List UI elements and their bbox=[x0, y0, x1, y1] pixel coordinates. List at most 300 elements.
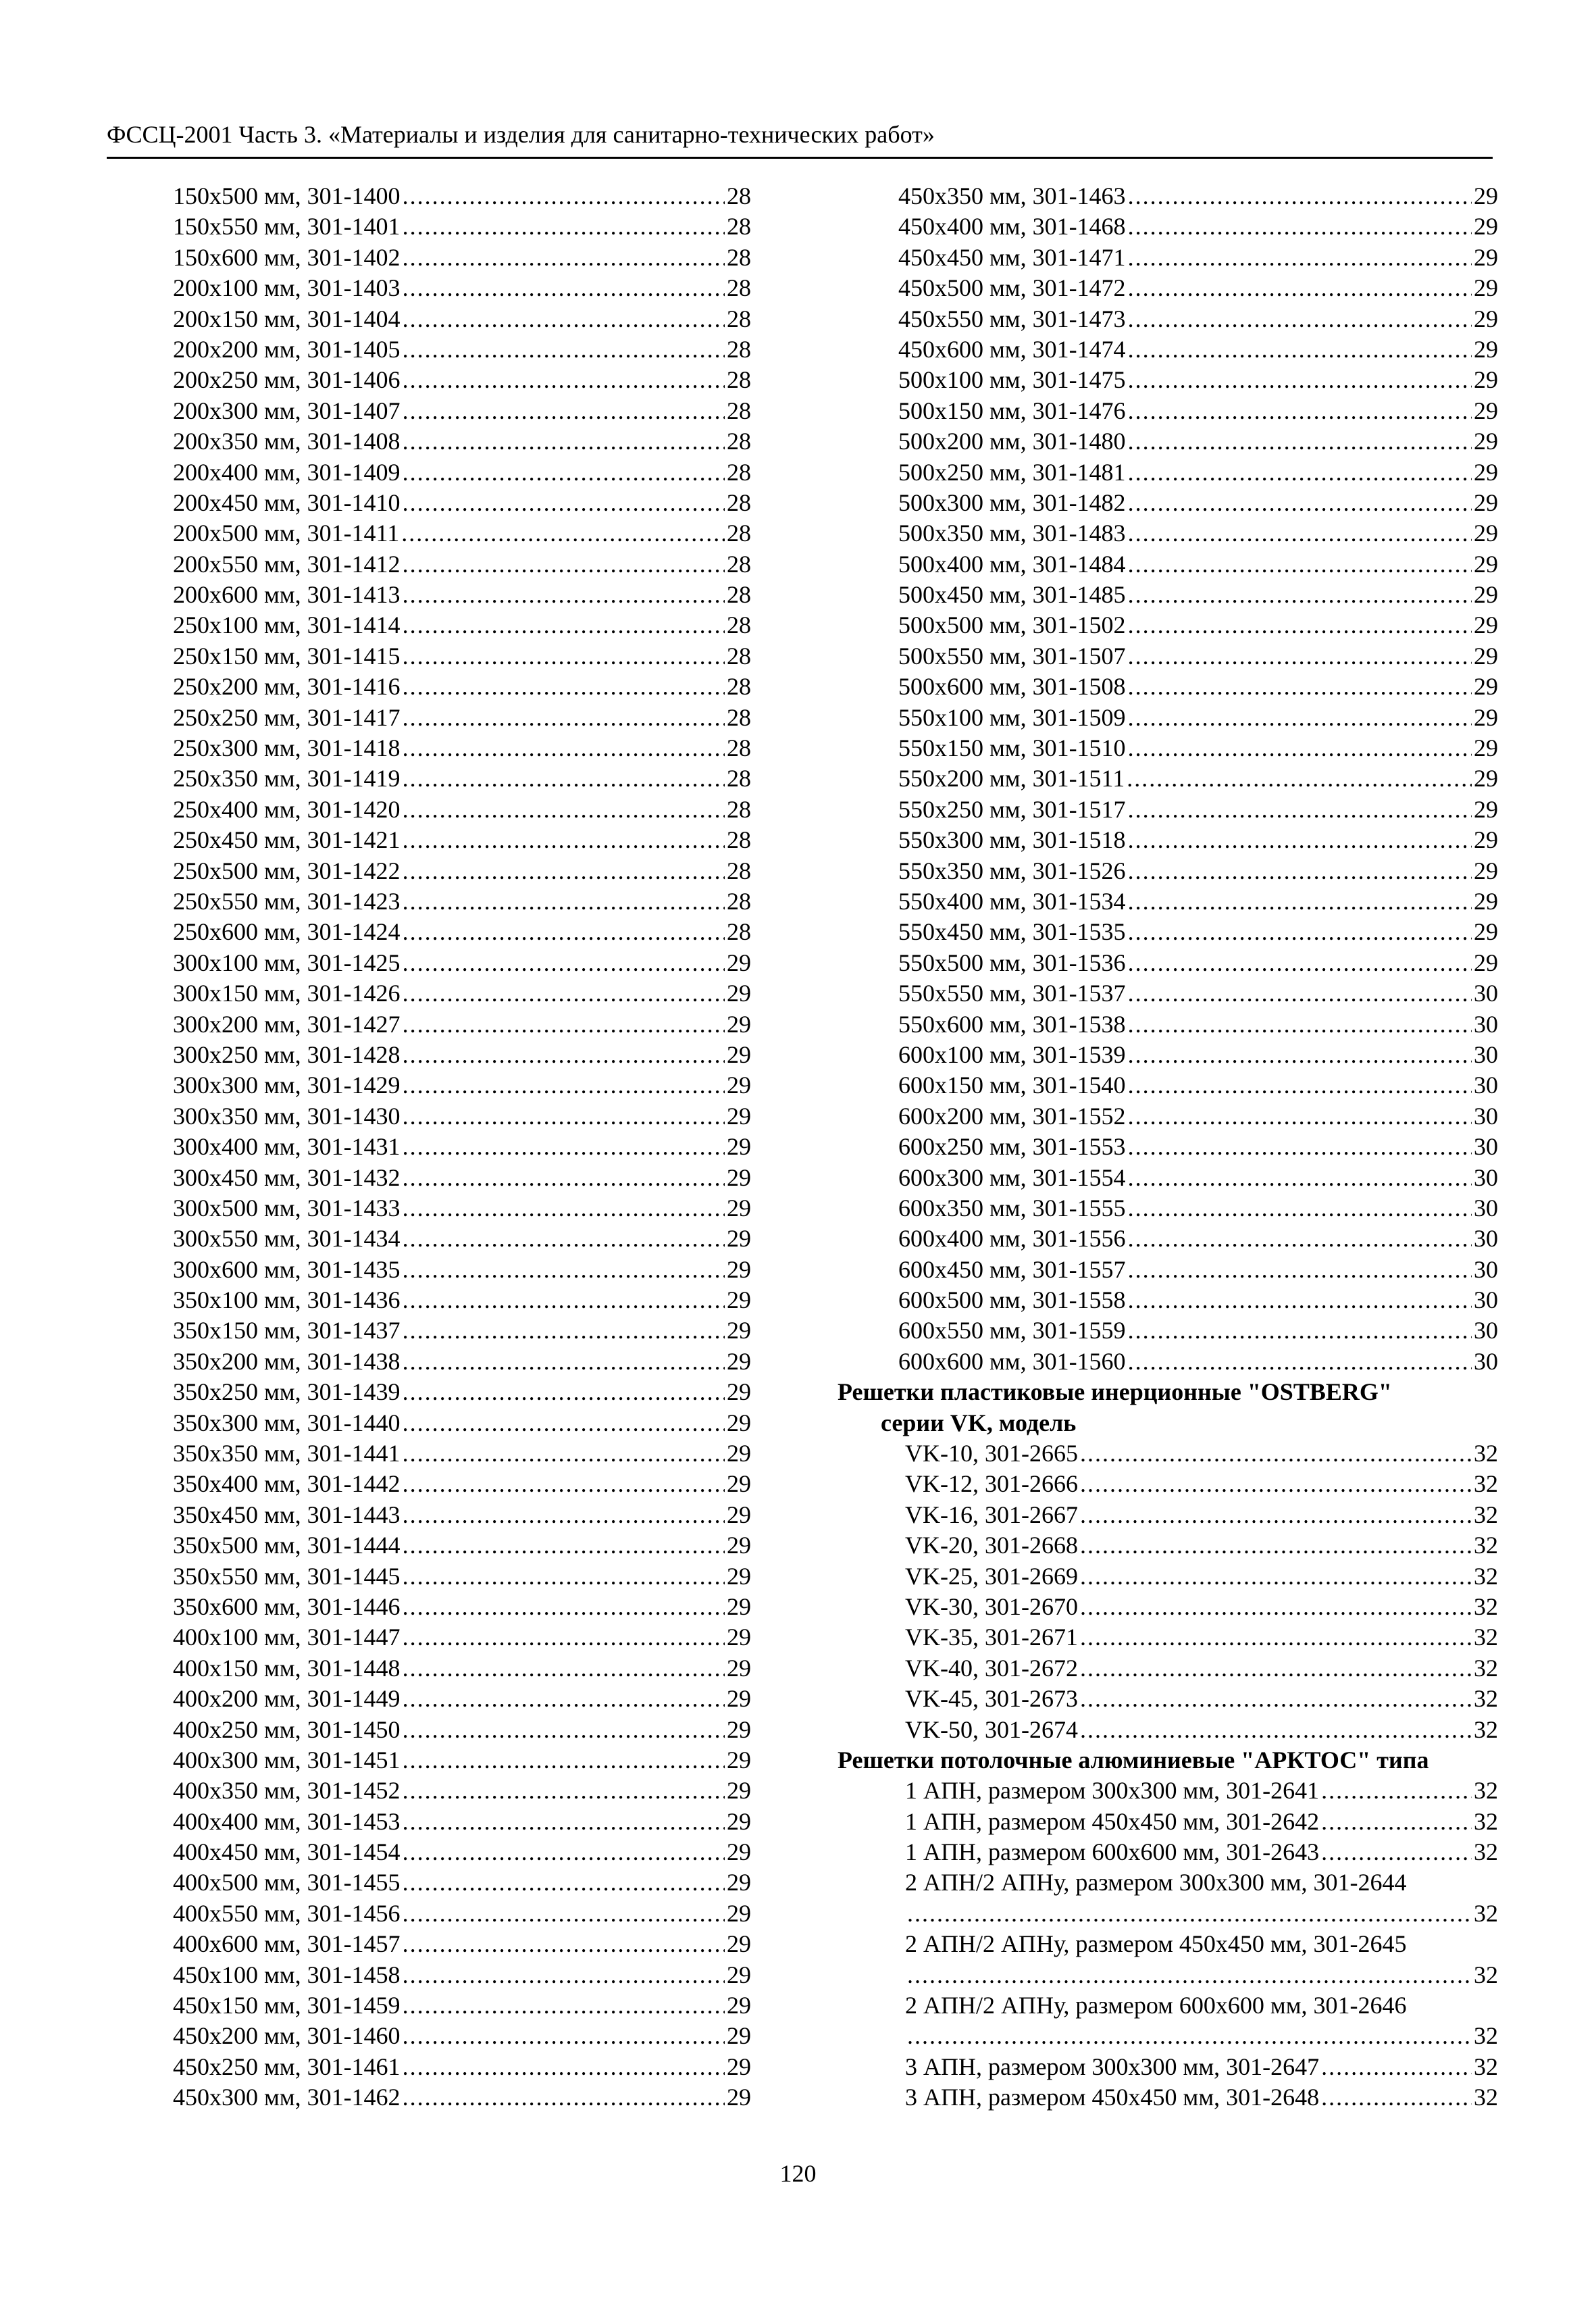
index-entry-label: 200x100 мм, 301-1403 bbox=[173, 274, 401, 302]
index-entry-page: 28 bbox=[727, 335, 751, 363]
dot-leader bbox=[1128, 518, 1472, 549]
index-entry bbox=[838, 641, 1498, 672]
index-entry bbox=[838, 1285, 1498, 1315]
dot-leader bbox=[1128, 243, 1472, 273]
dot-leader bbox=[403, 1653, 725, 1684]
dot-leader bbox=[403, 304, 725, 334]
dot-leader bbox=[401, 518, 725, 549]
index-entry bbox=[173, 488, 751, 518]
index-entry bbox=[173, 917, 751, 947]
dot-leader bbox=[403, 1224, 725, 1254]
index-entry-page: 32 bbox=[1474, 1807, 1498, 1835]
index-entry-label: VK-40, 301-2672 bbox=[905, 1654, 1078, 1682]
index-entry-page: 29 bbox=[1474, 520, 1498, 547]
index-entry bbox=[838, 978, 1498, 1009]
dot-leader bbox=[403, 1622, 725, 1653]
index-entry bbox=[838, 1776, 1498, 1806]
index-entry-page: 29 bbox=[727, 1592, 751, 1620]
index-entry bbox=[173, 1776, 751, 1806]
index-entry bbox=[173, 1684, 751, 1714]
index-entry-label: 600x500 мм, 301-1558 bbox=[898, 1286, 1126, 1314]
index-entry-page: 29 bbox=[1474, 581, 1498, 609]
index-entry-page: 29 bbox=[727, 1102, 751, 1130]
index-entry-page: 29 bbox=[727, 1255, 751, 1283]
index-entry-label: 400x600 мм, 301-1457 bbox=[173, 1930, 401, 1958]
dot-leader bbox=[1128, 886, 1472, 917]
index-entry-label: 600x200 мм, 301-1552 bbox=[898, 1102, 1126, 1130]
index-entry-page: 30 bbox=[1474, 1347, 1498, 1375]
header-rule bbox=[107, 157, 1493, 159]
index-entry-label: VK-20, 301-2668 bbox=[905, 1532, 1078, 1559]
dot-leader bbox=[1128, 1347, 1472, 1377]
index-entry bbox=[173, 763, 751, 794]
index-entry bbox=[838, 795, 1498, 825]
index-entry-page: 28 bbox=[727, 520, 751, 547]
index-entry-label: 250x500 мм, 301-1422 bbox=[173, 857, 401, 884]
dot-leader bbox=[403, 1132, 725, 1162]
index-entry-label: 550x200 мм, 301-1511 bbox=[898, 765, 1125, 793]
index-entry-label: 400x550 мм, 301-1456 bbox=[173, 1899, 401, 1927]
index-entry-continuation bbox=[838, 1898, 1498, 1929]
dot-leader bbox=[403, 243, 725, 273]
index-entry-page: 29 bbox=[1474, 243, 1498, 271]
index-entry bbox=[173, 457, 751, 488]
dot-leader bbox=[907, 2021, 1472, 2051]
dot-leader bbox=[403, 1101, 725, 1132]
index-entry-page: 30 bbox=[1474, 1102, 1498, 1130]
index-entry-label: 3 АПН, размером 300x300 мм, 301-2647 bbox=[905, 2053, 1320, 2080]
index-entry-label: 550x450 мм, 301-1535 bbox=[898, 918, 1126, 946]
index-entry bbox=[838, 365, 1498, 395]
dot-leader bbox=[1080, 1530, 1472, 1561]
dot-leader bbox=[403, 1776, 725, 1806]
index-entry-page: 29 bbox=[1474, 949, 1498, 976]
dot-leader bbox=[1128, 181, 1472, 211]
dot-leader bbox=[1128, 1285, 1472, 1315]
index-entry bbox=[173, 1193, 751, 1224]
index-entry bbox=[838, 1009, 1498, 1040]
index-entry bbox=[173, 1867, 751, 1898]
index-entry bbox=[173, 211, 751, 242]
index-entry bbox=[838, 1530, 1498, 1561]
index-entry bbox=[173, 1224, 751, 1254]
index-entry bbox=[173, 181, 751, 211]
index-entry-page: 29 bbox=[727, 1133, 751, 1161]
index-entry-label: 400x200 мм, 301-1449 bbox=[173, 1685, 401, 1713]
index-entry-page: 30 bbox=[1474, 980, 1498, 1007]
dot-leader bbox=[403, 211, 725, 242]
index-entry-page: 29 bbox=[727, 2053, 751, 2080]
index-entry-page: 28 bbox=[727, 887, 751, 915]
index-entry-label: 300x550 мм, 301-1434 bbox=[173, 1225, 401, 1253]
index-entry bbox=[173, 672, 751, 702]
index-entry-label: 400x450 мм, 301-1454 bbox=[173, 1838, 401, 1866]
index-entry-page: 32 bbox=[1474, 1624, 1498, 1651]
dot-leader bbox=[403, 1990, 725, 2021]
index-entry bbox=[838, 304, 1498, 334]
index-entry bbox=[838, 426, 1498, 457]
index-entry-label: 200x200 мм, 301-1405 bbox=[173, 335, 401, 363]
index-entry bbox=[838, 1040, 1498, 1070]
dot-leader bbox=[403, 365, 725, 395]
index-entry bbox=[838, 211, 1498, 242]
dot-leader bbox=[1321, 2052, 1472, 2082]
dot-leader bbox=[403, 1163, 725, 1193]
index-entry bbox=[173, 1469, 751, 1499]
index-entry-page: 32 bbox=[1474, 1532, 1498, 1559]
index-entry bbox=[838, 580, 1498, 610]
dot-leader bbox=[403, 426, 725, 457]
index-entry-label: 450x400 мм, 301-1468 bbox=[898, 213, 1126, 241]
index-entry bbox=[173, 580, 751, 610]
index-entry-page: 32 bbox=[1474, 1440, 1498, 1467]
dot-leader bbox=[1128, 641, 1472, 672]
dot-leader bbox=[403, 1807, 725, 1837]
index-entry bbox=[173, 641, 751, 672]
index-entry-label: 300x200 мм, 301-1427 bbox=[173, 1010, 401, 1038]
index-entry-label: 500x400 мм, 301-1484 bbox=[898, 550, 1126, 578]
dot-leader bbox=[403, 1040, 725, 1070]
dot-leader bbox=[403, 948, 725, 978]
index-entry-label: 200x250 мм, 301-1406 bbox=[173, 366, 401, 394]
index-entry-page: 30 bbox=[1474, 1133, 1498, 1161]
dot-leader bbox=[403, 549, 725, 580]
index-entry-page: 32 bbox=[1474, 1899, 1498, 1927]
index-entry-label: 250x550 мм, 301-1423 bbox=[173, 887, 401, 915]
index-entry-page: 28 bbox=[727, 550, 751, 578]
index-entry-label: 350x200 мм, 301-1438 bbox=[173, 1347, 401, 1375]
dot-leader bbox=[403, 610, 725, 640]
index-entry-label: 450x600 мм, 301-1474 bbox=[898, 335, 1126, 363]
index-entry-label: 400x300 мм, 301-1451 bbox=[173, 1746, 401, 1774]
dot-leader bbox=[403, 1070, 725, 1101]
index-entry-label: 250x450 мм, 301-1421 bbox=[173, 826, 401, 854]
dot-leader bbox=[1080, 1438, 1472, 1469]
index-entry-page: 28 bbox=[727, 274, 751, 302]
index-entry bbox=[173, 2052, 751, 2082]
index-entry-label: VK-30, 301-2670 bbox=[905, 1592, 1078, 1620]
dot-leader bbox=[1080, 1715, 1472, 1745]
index-entry bbox=[838, 334, 1498, 365]
dot-leader bbox=[403, 1255, 725, 1285]
index-entry bbox=[838, 1561, 1498, 1592]
index-entry-label: 600x600 мм, 301-1560 bbox=[898, 1347, 1126, 1375]
index-entry-page: 32 bbox=[1474, 1501, 1498, 1528]
index-entry bbox=[838, 1193, 1498, 1224]
index-entry-page: 29 bbox=[727, 1225, 751, 1253]
index-entry bbox=[838, 1255, 1498, 1285]
index-entry bbox=[173, 1807, 751, 1837]
index-entry bbox=[838, 243, 1498, 273]
index-entry-label: 350x250 мм, 301-1439 bbox=[173, 1378, 401, 1406]
index-entry-label: 600x450 мм, 301-1557 bbox=[898, 1255, 1126, 1283]
dot-leader bbox=[403, 1193, 725, 1224]
index-entry-page: 29 bbox=[727, 1654, 751, 1682]
index-entry bbox=[173, 795, 751, 825]
index-entry-label: 300x450 мм, 301-1432 bbox=[173, 1163, 401, 1191]
vk-items-list bbox=[838, 1438, 1498, 1745]
index-entry-page: 28 bbox=[727, 611, 751, 639]
dot-leader bbox=[403, 733, 725, 763]
index-entry-label: 600x150 мм, 301-1540 bbox=[898, 1072, 1126, 1099]
index-entry-page: 28 bbox=[727, 795, 751, 823]
index-entry-page: 32 bbox=[1474, 2053, 1498, 2080]
index-entry-label: 400x500 мм, 301-1455 bbox=[173, 1869, 401, 1896]
index-entry-page: 29 bbox=[1474, 458, 1498, 486]
index-entry-label: 500x100 мм, 301-1475 bbox=[898, 366, 1126, 394]
dot-leader bbox=[403, 978, 725, 1009]
index-entry-page: 28 bbox=[727, 642, 751, 670]
dot-leader bbox=[403, 1898, 725, 1929]
index-entry bbox=[838, 1622, 1498, 1653]
index-entry bbox=[173, 856, 751, 886]
dot-leader bbox=[1128, 396, 1472, 426]
dot-leader bbox=[1080, 1653, 1472, 1684]
index-entry bbox=[173, 1500, 751, 1530]
index-entry-label: 400x400 мм, 301-1453 bbox=[173, 1807, 401, 1835]
index-entry-page: 28 bbox=[727, 182, 751, 209]
index-entry-label: VK-50, 301-2674 bbox=[905, 1715, 1078, 1743]
dot-leader bbox=[1080, 1592, 1472, 1622]
index-entry bbox=[838, 457, 1498, 488]
index-entry-page: 29 bbox=[727, 1777, 751, 1805]
index-entry-page: 29 bbox=[1474, 305, 1498, 332]
index-entry-page: 32 bbox=[1474, 1685, 1498, 1713]
index-entry-page: 32 bbox=[1474, 1470, 1498, 1498]
index-entry-page: 29 bbox=[1474, 397, 1498, 424]
index-entry-label: 2 АПН/2 АПНу, размером 600x600 мм, 301-2646 bbox=[905, 1992, 1407, 2019]
index-entry bbox=[173, 1990, 751, 2021]
index-entry-page: 29 bbox=[727, 1286, 751, 1314]
index-entry-label: 250x400 мм, 301-1420 bbox=[173, 795, 401, 823]
dot-leader bbox=[1080, 1684, 1472, 1714]
index-entry-page: 29 bbox=[727, 1715, 751, 1743]
dot-leader bbox=[403, 1009, 725, 1040]
index-entry bbox=[173, 1653, 751, 1684]
index-entry-page: 29 bbox=[1474, 795, 1498, 823]
index-entry bbox=[838, 1684, 1498, 1714]
index-entry bbox=[173, 1347, 751, 1377]
index-entry-label: 150x600 мм, 301-1402 bbox=[173, 243, 401, 271]
index-entry-page: 30 bbox=[1474, 1225, 1498, 1253]
index-entry-page: 29 bbox=[727, 1869, 751, 1896]
index-entry-label: 400x150 мм, 301-1448 bbox=[173, 1654, 401, 1682]
index-entry bbox=[838, 1101, 1498, 1132]
dot-leader bbox=[403, 795, 725, 825]
dot-leader bbox=[1128, 856, 1472, 886]
index-entry-label: 1 АПН, размером 300x300 мм, 301-2641 bbox=[905, 1777, 1320, 1805]
dot-leader bbox=[403, 1745, 725, 1776]
index-entry bbox=[173, 703, 751, 733]
index-entry bbox=[173, 1408, 751, 1438]
index-entry-page: 30 bbox=[1474, 1317, 1498, 1344]
index-entry-page: 29 bbox=[1474, 366, 1498, 394]
dot-leader bbox=[403, 1315, 725, 1346]
index-entry bbox=[173, 610, 751, 640]
index-entry-page: 28 bbox=[727, 458, 751, 486]
index-entry bbox=[838, 1224, 1498, 1254]
index-entry-label: 250x200 мм, 301-1416 bbox=[173, 673, 401, 701]
dot-leader bbox=[1128, 1040, 1472, 1070]
index-entry-label: 500x250 мм, 301-1481 bbox=[898, 458, 1126, 486]
dot-leader bbox=[1128, 1315, 1472, 1346]
index-entry-label: 200x150 мм, 301-1404 bbox=[173, 305, 401, 332]
dot-leader bbox=[1128, 334, 1472, 365]
index-entry bbox=[838, 1132, 1498, 1162]
index-entry bbox=[838, 1592, 1498, 1622]
dot-leader bbox=[1321, 1776, 1472, 1806]
index-entry-label: 300x250 мм, 301-1428 bbox=[173, 1040, 401, 1068]
index-entry-label: 200x300 мм, 301-1407 bbox=[173, 397, 401, 424]
section-heading-arktos: Решетки потолочные алюминиевые "АРКТОС" типа bbox=[838, 1746, 1429, 1774]
index-entry-label: 200x500 мм, 301-1411 bbox=[173, 520, 400, 547]
index-entry-page: 32 bbox=[1474, 1654, 1498, 1682]
index-entry-label: 400x100 мм, 301-1447 bbox=[173, 1624, 401, 1651]
index-entry bbox=[173, 2021, 751, 2051]
index-entry bbox=[838, 396, 1498, 426]
dot-leader bbox=[403, 1530, 725, 1561]
index-entry-label: 500x500 мм, 301-1502 bbox=[898, 611, 1126, 639]
index-entry-page: 29 bbox=[727, 2022, 751, 2050]
dot-leader bbox=[1128, 549, 1472, 580]
index-entry-label: 200x550 мм, 301-1412 bbox=[173, 550, 401, 578]
index-entry-page: 29 bbox=[1474, 918, 1498, 946]
index-entry bbox=[838, 825, 1498, 855]
index-entry-label: 300x300 мм, 301-1429 bbox=[173, 1072, 401, 1099]
index-entry-page: 29 bbox=[727, 1163, 751, 1191]
index-entry-label: 400x250 мм, 301-1450 bbox=[173, 1715, 401, 1743]
index-entry-label: 150x500 мм, 301-1400 bbox=[173, 182, 401, 209]
index-left-column bbox=[173, 181, 751, 2113]
index-entry-page: 29 bbox=[1474, 765, 1498, 793]
index-entry-label: 300x350 мм, 301-1430 bbox=[173, 1102, 401, 1130]
index-entry-page: 30 bbox=[1474, 1194, 1498, 1222]
dot-leader bbox=[403, 1715, 725, 1745]
index-entry bbox=[838, 273, 1498, 303]
index-entry bbox=[838, 549, 1498, 580]
dot-leader bbox=[403, 917, 725, 947]
index-entry-page: 29 bbox=[727, 1378, 751, 1406]
dot-leader bbox=[1321, 1837, 1472, 1867]
index-entry-page: 29 bbox=[1474, 734, 1498, 762]
index-entry-label: VK-35, 301-2671 bbox=[905, 1624, 1078, 1651]
index-entry-page: 29 bbox=[1474, 642, 1498, 670]
index-entry bbox=[838, 1070, 1498, 1101]
dot-leader bbox=[1128, 1070, 1472, 1101]
index-entry-page: 29 bbox=[1474, 887, 1498, 915]
index-entry-label: 1 АПН, размером 600x600 мм, 301-2643 bbox=[905, 1838, 1320, 1866]
index-entry-page: 29 bbox=[727, 1409, 751, 1436]
index-entry-page: 30 bbox=[1474, 1010, 1498, 1038]
index-entry bbox=[173, 1929, 751, 1959]
index-entry-label: 300x500 мм, 301-1433 bbox=[173, 1194, 401, 1222]
dot-leader bbox=[403, 1438, 725, 1469]
index-entry-page: 30 bbox=[1474, 1072, 1498, 1099]
index-entry-page: 32 bbox=[1474, 1592, 1498, 1620]
dot-leader bbox=[403, 1347, 725, 1377]
index-entry-label: 250x250 мм, 301-1417 bbox=[173, 703, 401, 731]
index-entry-page: 29 bbox=[1474, 213, 1498, 241]
dot-leader bbox=[1321, 1807, 1472, 1837]
index-entry-page: 29 bbox=[727, 1040, 751, 1068]
index-entry bbox=[173, 304, 751, 334]
index-entry bbox=[173, 1438, 751, 1469]
right-column-entries bbox=[838, 181, 1498, 1377]
index-entry-page: 29 bbox=[1474, 488, 1498, 516]
section-heading-vk: Решетки пластиковые инерционные "OSTBERG" bbox=[838, 1378, 1392, 1406]
index-entry-page: 29 bbox=[727, 1685, 751, 1713]
index-entry-label: 450x150 мм, 301-1459 bbox=[173, 1992, 401, 2019]
dot-leader bbox=[1128, 580, 1472, 610]
index-entry-label: 600x250 мм, 301-1553 bbox=[898, 1133, 1126, 1161]
index-entry-label: 500x300 мм, 301-1482 bbox=[898, 488, 1126, 516]
index-entry-page: 28 bbox=[727, 765, 751, 793]
index-entry bbox=[173, 1837, 751, 1867]
index-entry bbox=[838, 488, 1498, 518]
dot-leader bbox=[907, 1960, 1472, 1990]
index-entry-page: 29 bbox=[727, 1807, 751, 1835]
index-entry bbox=[838, 733, 1498, 763]
dot-leader bbox=[1128, 825, 1472, 855]
index-entry-label: 450x450 мм, 301-1471 bbox=[898, 243, 1126, 271]
index-entry-page: 28 bbox=[727, 581, 751, 609]
index-entry bbox=[838, 917, 1498, 947]
dot-leader bbox=[403, 1837, 725, 1867]
index-entry bbox=[173, 365, 751, 395]
index-entry-page: 30 bbox=[1474, 1286, 1498, 1314]
index-entry-label: 350x600 мм, 301-1446 bbox=[173, 1592, 401, 1620]
index-entry-continuation bbox=[838, 1960, 1498, 1990]
dot-leader bbox=[403, 703, 725, 733]
index-entry-label: 450x550 мм, 301-1473 bbox=[898, 305, 1126, 332]
index-entry-label: 600x400 мм, 301-1556 bbox=[898, 1225, 1126, 1253]
dot-leader bbox=[1128, 211, 1472, 242]
index-entry bbox=[173, 1715, 751, 1745]
index-entry-page: 28 bbox=[727, 857, 751, 884]
dot-leader bbox=[1080, 1561, 1472, 1592]
index-entry-label: 350x150 мм, 301-1437 bbox=[173, 1317, 401, 1344]
index-entry bbox=[173, 1255, 751, 1285]
index-entry bbox=[173, 1040, 751, 1070]
index-entry bbox=[838, 703, 1498, 733]
dot-leader bbox=[403, 1592, 725, 1622]
index-entry-page: 29 bbox=[727, 949, 751, 976]
index-entry-label: 450x300 мм, 301-1462 bbox=[173, 2084, 401, 2111]
index-entry-label: 300x100 мм, 301-1425 bbox=[173, 949, 401, 976]
index-entry-page: 29 bbox=[727, 1961, 751, 1988]
index-entry bbox=[173, 1745, 751, 1776]
index-entry-page: 29 bbox=[1474, 550, 1498, 578]
dot-leader bbox=[403, 1500, 725, 1530]
index-entry-page: 29 bbox=[1474, 182, 1498, 209]
index-entry bbox=[838, 1347, 1498, 1377]
index-entry bbox=[173, 825, 751, 855]
index-entry-label: 550x500 мм, 301-1536 bbox=[898, 949, 1126, 976]
index-entry bbox=[173, 1592, 751, 1622]
index-entry bbox=[173, 886, 751, 917]
index-entry-page: 29 bbox=[1474, 428, 1498, 455]
dot-leader bbox=[403, 2021, 725, 2051]
index-entry-label: 200x450 мм, 301-1410 bbox=[173, 488, 401, 516]
dot-leader bbox=[403, 396, 725, 426]
index-entry-label: 600x550 мм, 301-1559 bbox=[898, 1317, 1126, 1344]
index-entry bbox=[838, 1438, 1498, 1469]
dot-leader bbox=[1127, 763, 1472, 794]
dot-leader bbox=[403, 1960, 725, 1990]
index-entry-label: 500x150 мм, 301-1476 bbox=[898, 397, 1126, 424]
index-entry-label: 550x250 мм, 301-1517 bbox=[898, 795, 1126, 823]
index-entry bbox=[173, 1377, 751, 1407]
